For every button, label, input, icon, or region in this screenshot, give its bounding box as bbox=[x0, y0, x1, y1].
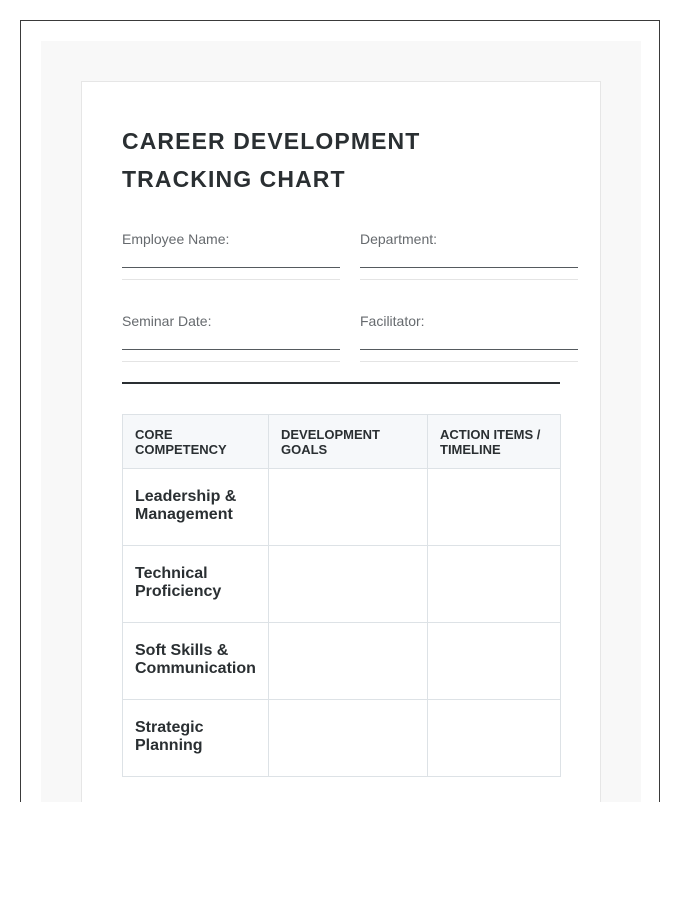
competency-cell bbox=[123, 546, 269, 623]
goals-cell[interactable] bbox=[269, 623, 428, 700]
competency-label: Soft Skills & Communication bbox=[135, 642, 256, 677]
header-action-items: ACTION ITEMS / TIMELINE bbox=[428, 415, 561, 469]
facilitator-line[interactable] bbox=[360, 349, 578, 350]
actions-cell[interactable] bbox=[428, 546, 561, 623]
competency-table bbox=[122, 414, 561, 777]
actions-cell[interactable] bbox=[428, 469, 561, 546]
employee-name-underline bbox=[122, 279, 340, 280]
competency-label: Strategic Planning bbox=[135, 719, 204, 754]
seminar-date-line[interactable] bbox=[122, 349, 340, 350]
table-header-row bbox=[123, 415, 561, 469]
department-line[interactable] bbox=[360, 267, 578, 268]
header-core-competency: CORE COMPETENCY bbox=[123, 415, 269, 469]
department-label: Department: bbox=[360, 231, 438, 247]
employee-name-field[interactable] bbox=[122, 231, 340, 247]
section-divider bbox=[122, 382, 560, 384]
employee-name-line[interactable] bbox=[122, 267, 340, 268]
goals-cell[interactable] bbox=[269, 546, 428, 623]
facilitator-label: Facilitator: bbox=[360, 313, 425, 329]
department-field[interactable] bbox=[360, 231, 578, 247]
employee-name-label: Employee Name: bbox=[122, 231, 230, 247]
table-row bbox=[123, 469, 561, 546]
document-sheet bbox=[81, 81, 601, 802]
competency-label: Leadership & Management bbox=[135, 488, 237, 523]
page-canvas bbox=[41, 41, 641, 802]
competency-cell bbox=[123, 623, 269, 700]
competency-label: Technical Proficiency bbox=[135, 565, 222, 600]
table-row bbox=[123, 700, 561, 777]
facilitator-field[interactable] bbox=[360, 313, 578, 329]
actions-cell[interactable] bbox=[428, 700, 561, 777]
table-row bbox=[123, 546, 561, 623]
seminar-date-label: Seminar Date: bbox=[122, 313, 212, 329]
goals-cell[interactable] bbox=[269, 700, 428, 777]
goals-cell[interactable] bbox=[269, 469, 428, 546]
actions-cell[interactable] bbox=[428, 623, 561, 700]
seminar-date-underline bbox=[122, 361, 340, 362]
competency-cell bbox=[123, 700, 269, 777]
department-underline bbox=[360, 279, 578, 280]
competency-cell bbox=[123, 469, 269, 546]
table-row bbox=[123, 623, 561, 700]
seminar-date-field[interactable] bbox=[122, 313, 340, 329]
facilitator-underline bbox=[360, 361, 578, 362]
header-development-goals: DEVELOPMENT GOALS bbox=[269, 415, 428, 469]
page-frame bbox=[20, 20, 660, 802]
document-title: CAREER DEVELOPMENT TRACKING CHART bbox=[122, 128, 421, 192]
